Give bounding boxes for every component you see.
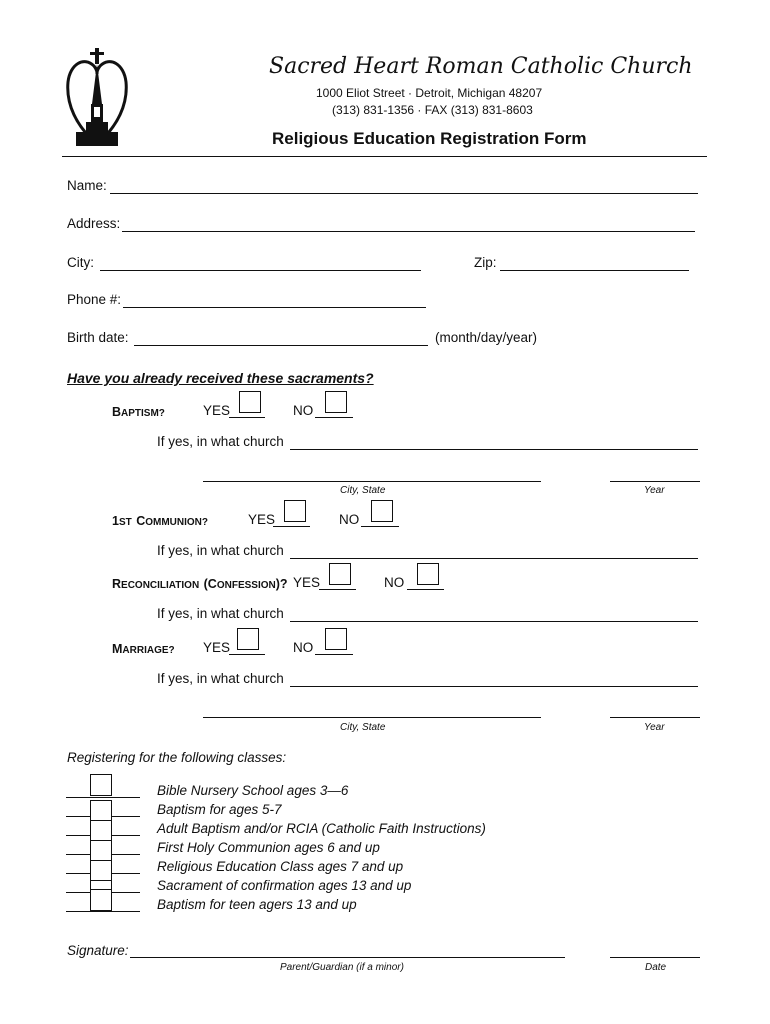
marriage-year-field[interactable]: [610, 717, 700, 718]
class-checkbox-2[interactable]: [90, 820, 112, 842]
communion-yes-line: [273, 526, 310, 527]
class-checkbox-1[interactable]: [90, 800, 112, 822]
baptism-year-caption: Year: [644, 485, 665, 496]
reconciliation-label: RECONCILIATION (CONFESSION)?: [112, 577, 288, 591]
reconciliation-church-field[interactable]: [290, 621, 698, 622]
city-field[interactable]: [100, 270, 421, 271]
church-phone: (313) 831-1356 · FAX (313) 831-8603: [332, 103, 533, 117]
birth-date-field[interactable]: [134, 345, 428, 346]
class-checkbox-3[interactable]: [90, 840, 112, 862]
reconciliation-church-label: If yes, in what church: [157, 606, 284, 621]
class-line-6: [66, 911, 140, 912]
date-caption: Date: [645, 962, 667, 973]
communion-church-field[interactable]: [290, 558, 698, 559]
marriage-church-label: If yes, in what church: [157, 671, 284, 686]
baptism-yes-label: YES: [203, 403, 231, 418]
class-checkbox-4[interactable]: [90, 860, 112, 882]
signature-label: Signature:: [67, 943, 129, 958]
class-checkbox-6[interactable]: [90, 889, 112, 911]
class-line-0: [66, 797, 140, 798]
communion-no-line: [361, 526, 399, 527]
signature-field[interactable]: [130, 957, 565, 958]
name-label: Name:: [67, 178, 107, 193]
class-item-0: Bible Nursery School ages 3—6: [157, 783, 349, 798]
header-divider: [62, 156, 707, 157]
baptism-city-caption: City, State: [340, 485, 386, 496]
baptism-no-line: [315, 417, 353, 418]
baptism-city-field[interactable]: [203, 481, 541, 482]
communion-no-label: NO: [339, 512, 360, 527]
form-title: Religious Education Registration Form: [272, 129, 587, 148]
marriage-church-field[interactable]: [290, 686, 698, 687]
marriage-no-label: NO: [293, 640, 314, 655]
city-label: City:: [67, 255, 94, 270]
zip-label: Zip:: [474, 255, 497, 270]
birth-date-hint: (month/day/year): [435, 330, 538, 345]
communion-yes-checkbox[interactable]: [284, 500, 306, 522]
baptism-no-label: NO: [293, 403, 314, 418]
marriage-city-field[interactable]: [203, 717, 541, 718]
marriage-yes-checkbox[interactable]: [237, 628, 259, 650]
church-logo: [62, 46, 132, 158]
date-field[interactable]: [610, 957, 700, 958]
marriage-no-line: [315, 654, 353, 655]
address-field[interactable]: [122, 231, 695, 232]
class-item-3: First Holy Communion ages 6 and up: [157, 840, 380, 855]
church-address: 1000 Eliot Street · Detroit, Michigan 48207: [316, 86, 543, 100]
baptism-church-field[interactable]: [290, 449, 698, 450]
communion-church-label: If yes, in what church: [157, 543, 284, 558]
phone-label: Phone #:: [67, 292, 122, 307]
sacraments-heading: Have you already received these sacraments?: [67, 370, 374, 386]
marriage-yes-label: YES: [203, 640, 231, 655]
communion-yes-label: YES: [248, 512, 276, 527]
church-name: Sacred Heart Roman Catholic Church: [269, 54, 693, 79]
class-checkbox-0[interactable]: [90, 774, 112, 796]
marriage-yes-line: [229, 654, 265, 655]
marriage-year-caption: Year: [644, 722, 665, 733]
class-item-4: Religious Education Class ages 7 and up: [157, 859, 404, 874]
class-item-1: Baptism for ages 5-7: [157, 802, 282, 817]
baptism-year-field[interactable]: [610, 481, 700, 482]
marriage-label: MARRIAGE?: [112, 642, 175, 656]
reconciliation-no-line: [407, 589, 444, 590]
reconciliation-yes-checkbox[interactable]: [329, 563, 351, 585]
classes-heading: Registering for the following classes:: [67, 750, 287, 765]
phone-field[interactable]: [123, 307, 426, 308]
communion-no-checkbox[interactable]: [371, 500, 393, 522]
signature-caption: Parent/Guardian (if a minor): [280, 962, 404, 973]
class-item-5: Sacrament of confirmation ages 13 and up: [157, 878, 412, 893]
zip-field[interactable]: [500, 270, 689, 271]
class-item-6: Baptism for teen agers 13 and up: [157, 897, 357, 912]
reconciliation-yes-line: [319, 589, 356, 590]
address-label: Address:: [67, 216, 121, 231]
reconciliation-no-label: NO: [384, 575, 405, 590]
baptism-label: BAPTISM?: [112, 405, 165, 419]
reconciliation-yes-label: YES: [293, 575, 321, 590]
marriage-city-caption: City, State: [340, 722, 386, 733]
baptism-church-label: If yes, in what church: [157, 434, 284, 449]
baptism-no-checkbox[interactable]: [325, 391, 347, 413]
communion-label: 1ST COMMUNION?: [112, 514, 208, 528]
baptism-yes-checkbox[interactable]: [239, 391, 261, 413]
birth-date-label: Birth date:: [67, 330, 129, 345]
name-field[interactable]: [110, 193, 698, 194]
class-item-2: Adult Baptism and/or RCIA (Catholic Faith Instructions): [157, 821, 486, 836]
reconciliation-no-checkbox[interactable]: [417, 563, 439, 585]
marriage-no-checkbox[interactable]: [325, 628, 347, 650]
baptism-yes-line: [229, 417, 265, 418]
